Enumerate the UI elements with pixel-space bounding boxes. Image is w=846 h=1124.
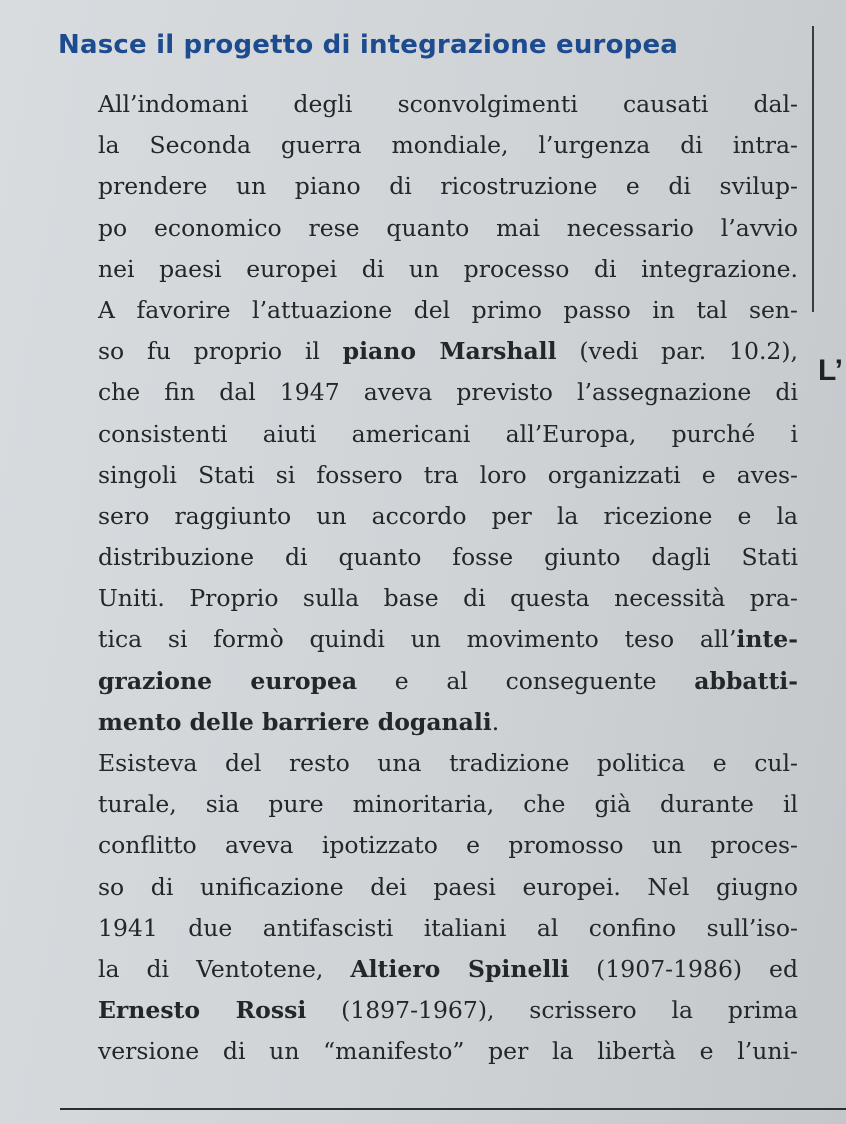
- bottom-rule: [60, 1108, 846, 1110]
- text-line: [98, 414, 798, 455]
- margin-rule-top: [812, 26, 814, 312]
- text-segment: (vedi par. 10.2),: [556, 337, 799, 366]
- body-paragraph: [98, 84, 798, 1073]
- text-line: [98, 166, 798, 207]
- text-segment: .: [491, 707, 500, 736]
- text-line: [98, 455, 798, 496]
- text-line: [98, 908, 798, 949]
- text-line: [98, 743, 798, 784]
- text-segment: conflitto aveva ipotizzato e promosso un proces-: [98, 831, 798, 860]
- text-line: [98, 125, 798, 166]
- text-segment: e al conseguente: [357, 666, 695, 695]
- text-line: [98, 1031, 798, 1072]
- bold-term: Altiero Spinelli: [350, 954, 570, 983]
- text-segment: po economico rese quanto mai necessario l’avvio: [98, 213, 798, 242]
- text-line: [98, 867, 798, 908]
- text-line: [98, 290, 798, 331]
- text-line: [98, 661, 798, 702]
- bold-term: inte-: [736, 625, 798, 654]
- bold-term: abbatti-: [694, 666, 798, 695]
- text-line: [98, 84, 798, 125]
- text-line: [98, 619, 798, 660]
- bold-term: grazione europea: [98, 666, 358, 695]
- text-segment: so di unificazione dei paesi europei. Nel giugno: [98, 872, 798, 901]
- text-line: [98, 990, 798, 1031]
- text-segment: la Seconda guerra mondiale, l’urgenza di intra-: [98, 131, 798, 160]
- text-line: [98, 208, 798, 249]
- bold-term: Ernesto Rossi: [98, 996, 307, 1025]
- text-line: [98, 537, 798, 578]
- text-line: [98, 825, 798, 866]
- text-line: [98, 784, 798, 825]
- bold-term: mento delle barriere doganali: [98, 707, 492, 736]
- text-segment: sero raggiunto un accordo per la ricezione e la: [98, 501, 798, 530]
- text-line: [98, 331, 798, 372]
- margin-letter: L’: [818, 354, 844, 387]
- text-line: [98, 372, 798, 413]
- text-segment: turale, sia pure minoritaria, che già durante il: [98, 790, 798, 819]
- text-segment: Esisteva del resto una tradizione politica e cul-: [98, 749, 798, 777]
- text-line: [98, 949, 798, 990]
- text-line: [98, 578, 798, 619]
- text-segment: versione di un “manifesto” per la libertà e l’uni-: [98, 1037, 798, 1066]
- section-heading: Nasce il progetto di integrazione europea: [58, 30, 679, 60]
- text-segment: A favorire l’attuazione del primo passo in tal sen-: [98, 295, 798, 324]
- text-segment: so fu proprio il: [98, 337, 343, 366]
- text-segment: All’indomani degli sconvolgimenti causati dal-: [98, 90, 798, 118]
- text-line: [98, 249, 798, 290]
- text-line: [98, 702, 798, 743]
- text-segment: nei paesi europei di un processo di integrazione.: [98, 254, 798, 283]
- text-segment: singoli Stati si fossero tra loro organizzati e aves-: [98, 460, 798, 489]
- text-segment: 1941 due antifascisti italiani al confino sull’iso-: [98, 913, 798, 942]
- text-segment: (1907-1986) ed: [569, 954, 799, 983]
- text-segment: (1897-1967), scrissero la prima: [306, 996, 798, 1025]
- text-line: [98, 496, 798, 537]
- text-segment: tica si formò quindi un movimento teso all’: [98, 625, 737, 654]
- text-segment: prendere un piano di ricostruzione e di svilup-: [98, 172, 798, 201]
- text-segment: consistenti aiuti americani all’Europa, purché i: [98, 419, 798, 448]
- text-segment: distribuzione di quanto fosse giunto dagli Stati: [98, 543, 798, 572]
- bold-term: piano Marshall: [342, 337, 557, 366]
- text-segment: la di Ventotene,: [98, 954, 351, 983]
- text-segment: Uniti. Proprio sulla base di questa necessità pra-: [98, 584, 798, 613]
- text-segment: che fin dal 1947 aveva previsto l’assegnazione di: [98, 378, 798, 407]
